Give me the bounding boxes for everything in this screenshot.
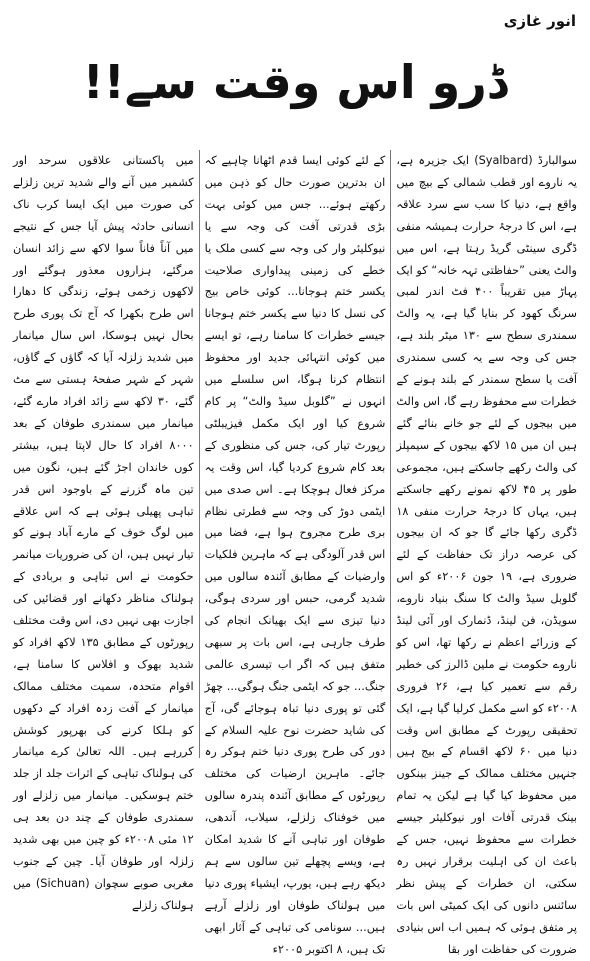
article-columns (8, 150, 582, 956)
article-column-2 (200, 150, 392, 956)
author-name: انور غازی (503, 12, 576, 30)
article-column-3 (8, 150, 200, 912)
headline: ڈرو اس وقت سے!! (82, 55, 508, 109)
column-1-text: سوالبارڈ (Syalbard) ایک جزیرہ ہے، یہ ناروے اور قطب شمالی کے بیچ میں واقع ہے، دنیا کا سب سے سرد علاقہ ہے، اس کا درجۂ حرارت ہمیشہ منفی ڈگری سینٹی گریڈ رہتا ہے، اس میں والٹ یعنی ”حفاظتی تہہ خانہ“ کو ایک پہاڑ میں تقریباً ۴۰۰ فٹ اندر لمبی سرنگ کھود کر بنایا گیا ہے، یہ والٹ سمندری سطح سے ۱۳۰ میٹر بلند ہے، جس کی وجہ سے یہ کسی سمندری آفت یا سطح سمندر کے بلند ہونے کے خطرات سے محفوظ رہے گا، اس والٹ میں بیجوں کے لئے جو خانے بنائے گئے ہیں ان میں ۱۵ لاکھ بیجوں کے سیمپلز کی والٹ رکھے جاسکتے ہیں، مجموعی طور پر ۴۵ لاکھ نمونے رکھے جاسکتے ہیں، یہاں کا درجۂ حرارت منفی ۱۸ ڈگری رکھا جائے گا جو کہ ان بیجوں کی عرصہ دراز تک حفاظت کے لئے ضروری ہے، ۱۹ جون ۲۰۰۶ء کو اس گلوبل سیڈ والٹ کا سنگ بنیاد ناروے، سویڈن، فن لینڈ، ڈنمارک اور آئی لینڈ کے وزرائے اعظم نے رکھا تھا، اس کو ناروے حکومت نے ملین ڈالرز کی خطیر رقم سے تعمیر کیا ہے، ۲۶ فروری ۲۰۰۸ء کو اسے مکمل کرلیا گیا ہے، ایک تحقیقی رپورٹ کے مطابق اس وقت دنیا میں ۶۰ لاکھ اقسام کے بیج ہیں جنہیں مختلف ممالک کے جینز بینکوں میں محفوظ کیا گیا ہے لیکن یہ تمام بینک قدرتی آفات اور نیوکلیئر جیسے خطرات سے محفوظ نہیں، جس کے باعث ان کی اہلیت برقرار نہیں رہ سکتی، ان خطرات کے پیش نظر سائنس دانوں کی ایک کمیٹی اس بات پر متفق ہوئی کہ ہمیں اب اس بنیادی ضرورت کی حفاظت اور بقا (396, 154, 578, 956)
column-3-text: میں پاکستانی علاقوں سرحد اور کشمیر میں آنے والے شدید ترین زلزلے کی صورت میں ایک ایسا کرب ناک انسانی حادثہ پیش آیا جس کے نتیجے میں آناً فاناً سوا لاکھ سے زائد انسان مرگئے، ہزاروں معذور ہوگئے اور لاکھوں زخمی ہوئے، زندگی کا دھارا اس طرح بکھرا کہ آج تک پوری طرح بحال نہیں ہوسکا، اس سال میانمار میں شدید زلزلہ آیا کہ گاؤں کے گاؤں، شہر کے شہر صفحۂ ہستی سے مٹ گئے، ۳۰ لاکھ سے زائد افراد مارے گئے، میانمار میں سمندری طوفان کے بعد ۸۰۰۰ افراد کا حال لاپتا ہیں، بیشتر کوں خاندان اجڑ گئے ہیں، نگون میں تین ماہ گزرنے کے باوجود اس قدر تباہی پھیلی ہوئی ہے کہ اس علاقے میں لوگ خوف کے مارے آباد ہونے کو تیار نہیں ہیں، ان کی ضروریات میانمر حکومت نے اس تباہی و بربادی کے ہولناک مناظر دکھانے اور قضائیں کی اجازت بھی نہیں دی، اس وقت مختلف رپورٹوں کے مطابق ۱۳۵ لاکھ افراد کو شدید بھوک و افلاس کا سامنا ہے، اقوام متحدہ، سمیت مختلف ممالک میانمار کے آفت زدہ افراد کے دکھوں کو ہلکا کرنے کی بھرپور کوشش کررہے ہیں۔ اللہ تعالیٰ کرے میانمار کی ہولناک تباہی کے اثرات جلد از جلد ختم ہوسکیں۔ میانمار میں زلزلے اور سمندری طوفان کے چند دن بعد ہی ۱۲ مئی ۲۰۰۸ء کو چین میں بھی شدید زلزلہ اور طوفان آیا۔ چین کے جنوب مغربی صوبے سچوان (Sichuan) میں ہولناک زلزلے (12, 154, 194, 912)
article-column-1 (391, 150, 582, 956)
column-2-text: کے لئے کوئی ایسا قدم اٹھانا چاہیے کہ ان بدترین صورت حال کو ذہن میں رکھتے ہوئے... جس میں کوئی بہت بڑی قدرتی آفت کی وجہ سے یا نیوکلیئر وار کی وجہ سے کسی ملک یا خطے کی زمینی پیداواری صلاحیت یکسر ختم ہوجانا... کوئی خاص بیج کی نسل کا دنیا سے یکسر ختم ہوجانا جیسے خطرات کا سامنا رہے، تو ایسے میں کوئی انتہائی جدید اور محفوظ انتظام کرنا ہوگا، اس سلسلے میں انہوں نے ”گلوبل سیڈ والٹ“ پر کام شروع کیا اور ایک مکمل فیزیبلٹی رپورٹ تیار کی، جس کی منظوری کے بعد کام شروع کردیا گیا، اس وقت یہ مرکز فعال ہوچکا ہے۔ اس صدی میں ایٹمی دوڑ کی وجہ سے فطرتی نظام بری طرح مجروح ہوا ہے، فضا میں اس قدر آلودگی ہے کہ ماہرین فلکیات وارضیات کے مطابق آئندہ سالوں میں شدید گرمی، حبس اور سردی ہوگی، دنیا تیزی سے ایک بھیانک انجام کی طرف جارہی ہے، اس بات پر سبھی متفق ہیں کہ اگر اب تیسری عالمی جنگ... جو کہ ایٹمی جنگ ہوگی... چھڑ گئی تو پوری دنیا تباہ ہوجائے گی، آج کی شاید حضرت نوح علیہ السلام کے دور کی طرح پوری دنیا ختم ہوکر رہ جائے۔ ماہرین ارضیات کی مختلف رپورٹوں کے مطابق آئندہ پندرہ سالوں میں خوفناک زلزلے، سیلاب، آندھی، طوفان اور تباہی آنے کا شدید امکان ہے، ویسے پچھلے تین سالوں سے ہم دیکھ رہے ہیں، یورپ، ایشیاء پوری دنیا میں ہولناک طوفان اور زلزلے آرہے ہیں... سونامی کی تباہی کے آثار ابھی تک ہیں، ۸ اکتوبر ۲۰۰۵ء (204, 154, 386, 956)
